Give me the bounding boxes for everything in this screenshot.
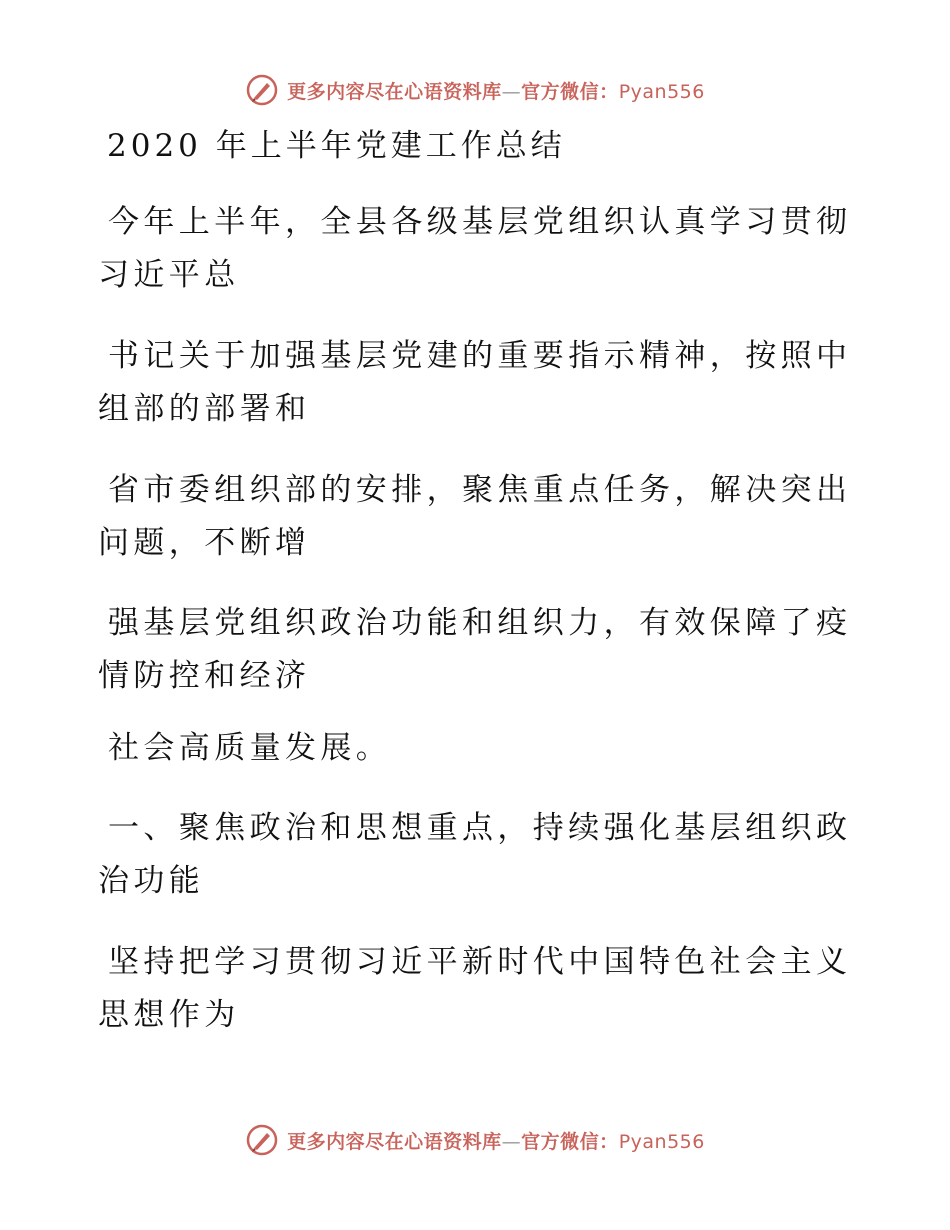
header-watermark	[0, 70, 950, 110]
watermark-wechat-label: 官方微信：	[521, 1130, 619, 1153]
paragraph-line: 省市委组织部的安排，聚焦重点任务，解决突出	[108, 472, 852, 508]
watermark-wechat-id: Pyan556	[618, 1130, 705, 1153]
paragraph-line: 思想作为	[98, 997, 240, 1033]
paragraph-line: 强基层党组织政治功能和组织力，有效保障了疫	[108, 605, 852, 641]
watermark-wechat-label: 官方微信：	[521, 80, 619, 103]
pen-logo-icon	[245, 1123, 279, 1157]
paragraph-line: 组部的部署和	[98, 391, 311, 427]
paragraph-line: 治功能	[98, 863, 205, 899]
watermark-site-text: 更多内容尽在心语资料库	[287, 1130, 502, 1153]
paragraph-line: 今年上半年，全县各级基层党组织认真学习贯彻	[108, 204, 852, 240]
document-title: 2020 年上半年党建工作总结	[107, 128, 566, 164]
paragraph-line: 一、聚焦政治和思想重点，持续强化基层组织政	[108, 810, 852, 846]
paragraph-2	[98, 330, 852, 436]
paragraph-line: 社会高质量发展。	[108, 730, 392, 766]
paragraph-line: 问题，不断增	[98, 525, 311, 561]
paragraph-4	[98, 597, 852, 703]
watermark-site-text: 更多内容尽在心语资料库	[287, 80, 502, 103]
watermark-dash: —	[501, 80, 522, 103]
watermark-wechat-id: Pyan556	[618, 80, 705, 103]
section-heading-1	[98, 802, 852, 908]
paragraph-3	[98, 464, 852, 570]
paragraph-5	[98, 722, 838, 775]
footer-watermark	[0, 1120, 950, 1160]
paragraph-line: 习近平总	[98, 257, 240, 293]
watermark-dash: —	[501, 1130, 522, 1153]
pen-logo-icon	[245, 73, 279, 107]
paragraph-1	[98, 196, 852, 302]
paragraph-line: 情防控和经济	[98, 658, 311, 694]
paragraph-line: 坚持把学习贯彻习近平新时代中国特色社会主义	[108, 944, 852, 980]
paragraph-6	[98, 936, 852, 1042]
paragraph-line: 书记关于加强基层党建的重要指示精神，按照中	[108, 338, 852, 374]
